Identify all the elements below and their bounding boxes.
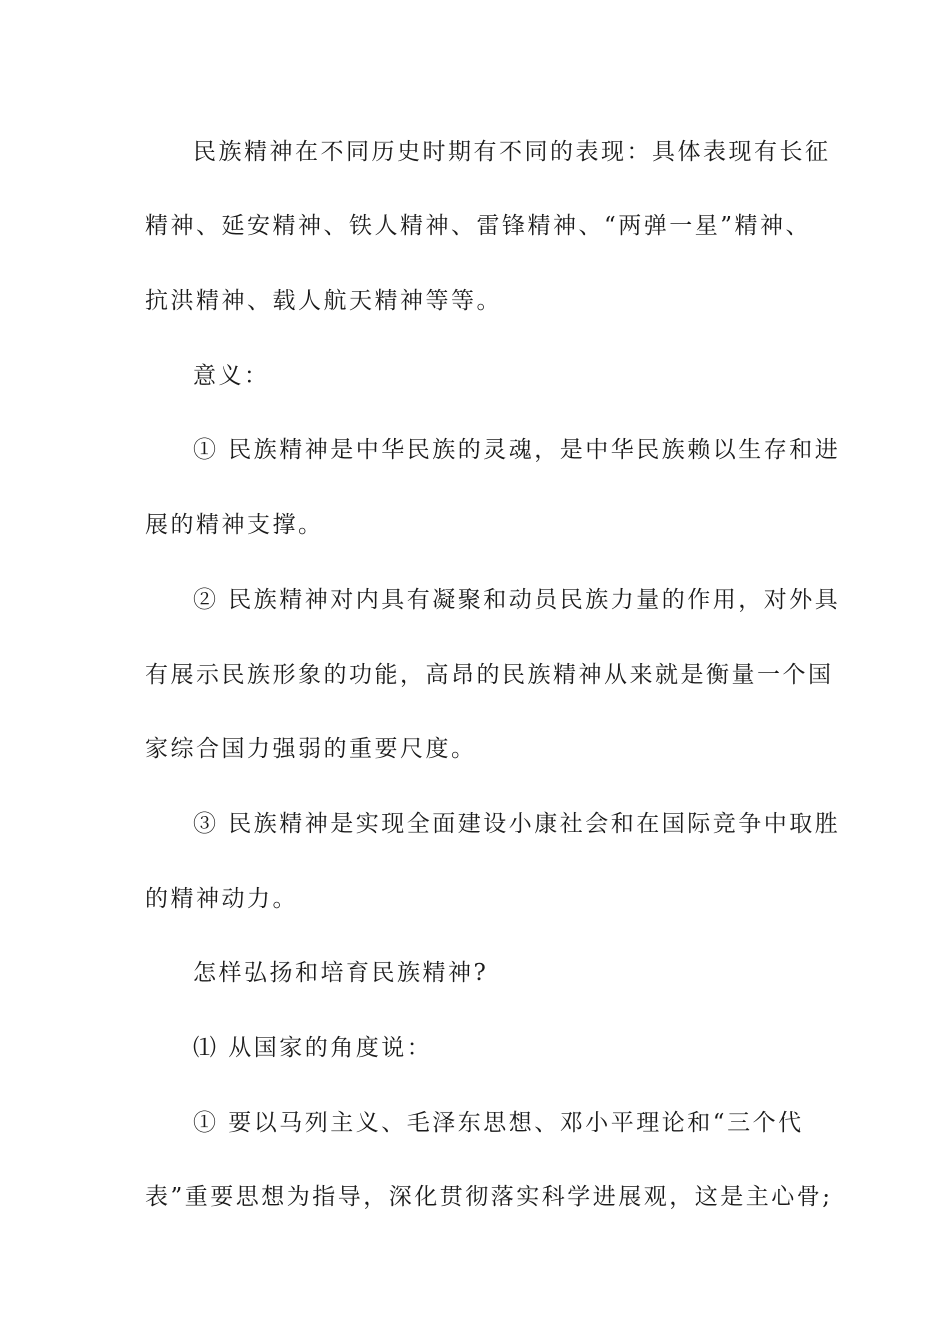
paragraph-line: 抗洪精神、载人航天精神等等。 xyxy=(145,288,502,314)
section-heading: 意义： xyxy=(193,363,270,389)
paragraph-line: 的精神动力。 xyxy=(145,886,298,912)
paragraph-line: 民族精神在不同历史时期有不同的表现：具体表现有长征 xyxy=(193,139,831,165)
paragraph-line: ② 民族精神对内具有凝聚和动员民族力量的作用，对外具 xyxy=(193,587,841,613)
paragraph-line: ① 要以马列主义、毛泽东思想、邓小平理论和“三个代 xyxy=(193,1110,804,1136)
subsection-heading: ⑴ 从国家的角度说： xyxy=(193,1035,433,1061)
paragraph-line: 精神、延安精神、铁人精神、雷锋精神、“两弹一星”精神、 xyxy=(145,213,812,239)
paragraph-line: 展的精神支撑。 xyxy=(145,512,324,538)
paragraph-line: 家综合国力强弱的重要尺度。 xyxy=(145,736,477,762)
paragraph-line: ① 民族精神是中华民族的灵魂，是中华民族赖以生存和进 xyxy=(193,437,841,463)
paragraph-line: 表”重要思想为指导，深化贯彻落实科学进展观，这是主心骨; xyxy=(145,1184,833,1210)
section-heading: 怎样弘扬和培育民族精神? xyxy=(193,960,489,986)
paragraph-line: ③ 民族精神是实现全面建设小康社会和在国际竞争中取胜 xyxy=(193,811,841,837)
paragraph-line: 有展示民族形象的功能，高昂的民族精神从来就是衡量一个国 xyxy=(145,662,834,688)
